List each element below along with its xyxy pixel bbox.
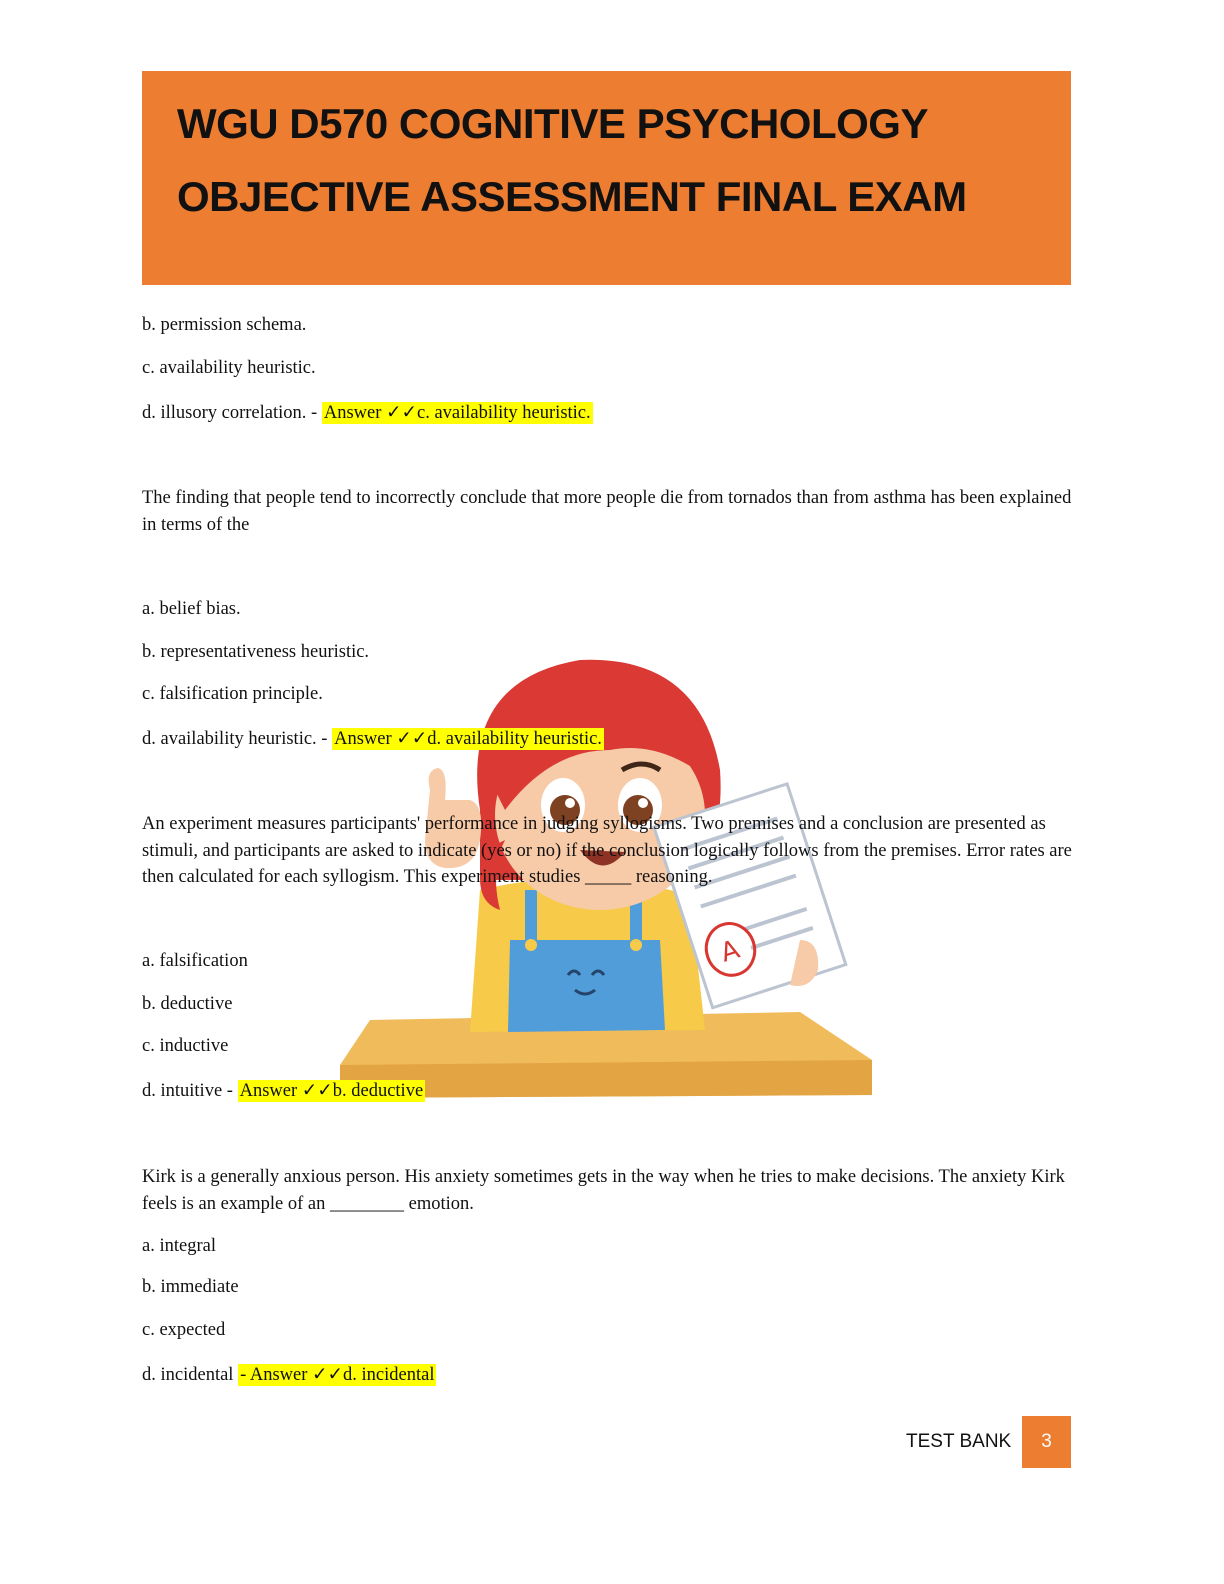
title-line-2: OBJECTIVE ASSESSMENT FINAL EXAM [177, 173, 967, 220]
option-line-with-answer [142, 400, 593, 426]
option-line: b. immediate [142, 1277, 239, 1297]
option-line: c. availability heuristic. [142, 358, 316, 378]
option-line-with-answer [142, 1078, 425, 1104]
option-line-with-answer [142, 726, 604, 752]
option-line: b. representativeness heuristic. [142, 642, 370, 662]
option-line: c. falsification principle. [142, 684, 323, 704]
answer-highlight: Answer ✓✓d. availability heuristic. [334, 729, 602, 749]
option-text: d. incidental [142, 1365, 239, 1385]
grade-mark: A [716, 934, 744, 969]
option-line: a. integral [142, 1236, 216, 1256]
option-line: b. permission schema. [142, 315, 307, 335]
document-title [177, 87, 967, 233]
option-line-with-answer [142, 1362, 436, 1388]
question-stem: An experiment measures participants' performance in judging syllogisms. Two premises and a conclusion are presented as stimuli, and participants are asked to indicate (yes or no) if the conclusion logically follows from the premises. Error rates are then calculated for each syllogism. This experiment studies _____ reasoning. [142, 814, 1072, 887]
question-stem: Kirk is a generally anxious person. His anxiety sometimes gets in the way when he tries to make decisions. The anxiety Kirk feels is an example of an ________ emotion. [142, 1167, 1065, 1214]
overalls-shape [508, 940, 665, 1032]
header-banner [142, 71, 1071, 285]
option-text: d. intuitive - [142, 1081, 238, 1101]
question-stem: The finding that people tend to incorrectly conclude that more people die from tornados than from asthma has been explained in terms of the [142, 488, 1072, 535]
title-line-1: WGU D570 COGNITIVE PSYCHOLOGY [177, 100, 928, 147]
option-line: a. falsification [142, 951, 248, 971]
option-text: d. illusory correlation. - [142, 403, 322, 423]
answer-highlight: - Answer ✓✓d. incidental [240, 1365, 435, 1385]
option-text: d. availability heuristic. - [142, 729, 333, 749]
option-line: c. inductive [142, 1036, 229, 1056]
option-line: c. expected [142, 1320, 226, 1340]
option-line: a. belief bias. [142, 599, 241, 619]
answer-highlight: Answer ✓✓c. availability heuristic. [323, 403, 591, 423]
option-line: b. deductive [142, 994, 233, 1014]
answer-highlight: Answer ✓✓b. deductive [239, 1081, 424, 1101]
footer-label: TEST BANK [906, 1431, 1012, 1452]
page-number-badge: 3 [1022, 1416, 1071, 1468]
